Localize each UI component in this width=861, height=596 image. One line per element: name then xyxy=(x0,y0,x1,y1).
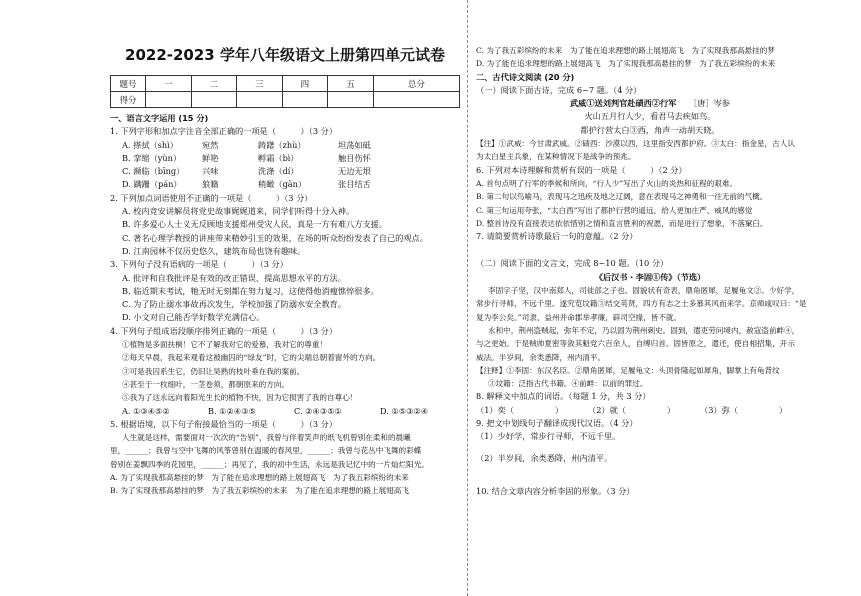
score-cell: 得分 xyxy=(111,92,146,108)
option: D. 整首诗没有直接表达依依惜别之情和直言胜利的祝愿，而是进行了想象，不落窠臼。 xyxy=(476,218,768,228)
question-1: 1. 下列字形和加点字注音全部正确的一项是（ ）（3 分） xyxy=(110,126,338,137)
score-input-cell[interactable] xyxy=(146,92,192,108)
reading-intro: （二）阅读下面的文言文，完成 8~10 题。（10 分） xyxy=(476,258,669,269)
option: D. 为了能在追求理想的路上展翅高飞 为了实现我那高悬挂的梦 为了我五彩缤纷的未来 xyxy=(476,59,776,69)
section-heading: 一、语言文字运用 (15 分) xyxy=(110,113,209,123)
score-input-cell[interactable] xyxy=(237,92,283,108)
option: A. 为了实现我那高悬挂的梦 为了能在追求理想的路上展翅高飞 为了我五彩缤纷的未来 xyxy=(110,473,409,483)
question-10: 10. 结合文章内容分析李固的形象。（3 分） xyxy=(476,485,635,496)
option: 鲜艳 xyxy=(202,152,219,163)
score-table xyxy=(110,75,460,108)
q8-answer-row xyxy=(476,404,824,417)
option: 稍瞰（gān） xyxy=(258,179,307,190)
q4-option-row xyxy=(110,405,460,418)
classical-text-line: 威法。半岁间，余类悉降，州内清平。 xyxy=(476,352,606,362)
poem-title: 武威①送刘判官赴碛西②行军 xyxy=(569,98,677,109)
q4-sentence: ③可是我囚系生它，仍旧让昊熟的枝叶垂在我的案前。 xyxy=(122,366,305,376)
option: C. 第三句运用夸张，“太白西”写出了都护行营的遥远，给人更加庄严、威风的感觉 xyxy=(476,205,753,215)
q1-option-row xyxy=(110,165,460,178)
option: B. 为了实现我那高悬挂的梦 为了我五彩缤纷的未来 为了能在追求理想的路上展翅高飞 xyxy=(110,486,409,496)
option: 狼籍 xyxy=(202,179,219,190)
classical-text-title: 《后汉书・李固①传》（节选） xyxy=(594,271,706,282)
option: D. 蹒跚（pán） xyxy=(122,179,182,190)
score-cell: 三 xyxy=(237,76,283,92)
poem-note: 为太白星主兵象，在某种情况下是战争的预兆。 xyxy=(476,152,636,162)
poem-line: 火山五月行人少，看君马去疾如鸟。 xyxy=(584,111,716,122)
question-8: 8. 解释文中加点的词语。（每题 1 分，共 3 分） xyxy=(476,391,651,402)
score-cell: 总分 xyxy=(373,76,459,92)
option: A. 批评和自我批评是有效的改正错误、提高思想水平的方法。 xyxy=(122,272,346,283)
option: C. 为了防止溺水事故再次发生，学校加强了防溺水安全教育。 xyxy=(122,299,347,310)
classical-text-line: 复为李公矣。”司隶、益州并命郡举孝廉，辟司空掾，皆不就。 xyxy=(476,312,682,322)
option: C. 为了我五彩缤纷的未来 为了能在追求理想的路上展翅高飞 为了实现我那高悬挂的梦 xyxy=(476,46,775,55)
q8-blank[interactable]: （3）弥（ ） xyxy=(700,404,788,415)
classical-text-line: 李固字子坚，汉中南郑人，司徒郃之子也。固貌状有奇表，鼎角匿犀，足履龟文②。少好学， xyxy=(488,286,800,296)
reading-intro: （一）阅读下面古诗，完成 6~7 题。（4 分） xyxy=(476,84,642,95)
option: 兴味 xyxy=(202,166,219,177)
classical-text-line: 常步行寻师，不远千里。遂究览坟籍③结交英贤，四方有志之士多慕其风而来学。京师咸叹曰：“是 xyxy=(476,299,807,309)
option: 洗涤（dí） xyxy=(258,166,299,177)
question-9: 9. 把文中划线句子翻译成现代汉语。（4 分） xyxy=(476,418,638,429)
question-3: 3. 下列句子没有语病的一项是（ ）（3 分） xyxy=(110,259,288,270)
poem-author: ［唐］岑参 xyxy=(689,98,730,109)
option: C. ②④③⑤① xyxy=(294,405,342,416)
option: D. ①⑤③②④ xyxy=(380,405,429,416)
score-table-score-row xyxy=(111,92,460,108)
score-cell: 四 xyxy=(282,76,328,92)
option: D. 江南园林不仅历史悠久，建筑布局也饶有趣味。 xyxy=(122,245,306,256)
q5-passage-line: 里，______；我曾与空中飞舞的风筝曾别在温暖的春风里，______；我曾与花丛中飞舞的彩蝶 xyxy=(110,446,422,456)
question-4: 4. 下列句子组成语段顺序排列正确的一项是（ ）（3 分） xyxy=(110,325,338,336)
option: B. 挛缩（yùn） xyxy=(122,152,182,163)
right-column xyxy=(476,0,824,498)
q9-sentence: （2）半岁间，余类悉降，州内清平。 xyxy=(476,452,613,463)
question-5: 5. 根据语境，以下句子衔接最恰当的一项是（ ）（3 分） xyxy=(110,418,338,429)
score-cell: 二 xyxy=(191,76,237,92)
score-cell: 一 xyxy=(146,76,192,92)
poem-heading xyxy=(476,97,824,110)
option: A. ①③④⑤② xyxy=(122,405,170,416)
option: 张目结舌 xyxy=(338,179,371,190)
exam-title: 2022-2023 学年八年级语文上册第四单元试卷 xyxy=(125,46,445,64)
score-table-header-row xyxy=(111,76,460,92)
column-divider xyxy=(467,0,468,596)
score-input-cell[interactable] xyxy=(191,92,237,108)
section-heading: 二、古代诗文阅读 (20 分) xyxy=(476,71,575,82)
q8-blank[interactable]: （1）奕（ ） xyxy=(476,404,564,415)
poem-note: 【注】①武威：今甘肃武威。②碛西：沙漠以西，这里指安西都护府。③太白：指金星，古人认 xyxy=(476,139,795,149)
q1-option-row xyxy=(110,139,460,152)
q4-sentence: ②每天早晨，我起来观看这被幽囚的“绿友”时，它的尖端总朝着窗外的方向。 xyxy=(122,353,381,363)
left-column xyxy=(110,0,460,498)
text-note: 【注释】①李固：东汉名臣。②鼎角匿犀，足履龟文：头顶骨隆起如犀角，脚掌上有龟背纹 xyxy=(476,365,780,375)
q4-sentence: ①植物是多面扶桐！它不了解我对它的爱慕，我对它的尊重！ xyxy=(122,340,328,350)
text-note: ③坟籍：泛指古代书籍。④前衅：以前的罪过。 xyxy=(488,379,648,389)
classical-text-line: 与之更始。于是贼帅夏密等敛其魁党六百余人，自缚归首。固皆原之，遣还，使自相招集，开示 xyxy=(476,339,795,349)
question-7: 7. 请简要赏析诗歌最后一句的意蕴。（2 分） xyxy=(476,231,638,242)
score-cell: 题号 xyxy=(111,76,146,92)
option: A. 校内竞安讲解员将党史故事娓娓道来，同学们听得十分入神。 xyxy=(122,206,355,217)
option: A. 首句点明了行军的季候和所向，“行人少”写出了火山的炎热和征程的艰难。 xyxy=(476,178,738,188)
question-2: 2. 下列加点词语使用不正确的一项是（ ）（3 分） xyxy=(110,192,313,203)
option: A. 搽拭（shì） xyxy=(122,139,178,150)
score-input-cell[interactable] xyxy=(328,92,374,108)
option: B. 第二句以鸟喻马，表现马之迅疾及地之辽阔，意在表现马之神勇和一往无前的气概。 xyxy=(476,192,768,202)
option: 坦荡如砥 xyxy=(338,139,371,150)
score-input-cell[interactable] xyxy=(282,92,328,108)
q8-blank[interactable]: （2）就（ ） xyxy=(588,404,676,415)
option: B. 临近期末考试，牠无时无刻都在努力复习，这使得他消瘦憔悴很多。 xyxy=(122,285,379,296)
score-input-cell[interactable] xyxy=(373,92,459,108)
option: 踌躇（zhù） xyxy=(258,139,306,150)
option: B. 许多爱心人士义无反顾地支援郑州受灾人民，真是一方有难八方支援。 xyxy=(122,219,388,230)
option: B. ①②④③⑤ xyxy=(208,405,256,416)
q4-sentence: ④甚至于一枚细叶，一茎卷须，都朝原来的方向。 xyxy=(122,379,290,389)
q5-passage-line: 人生就是这样，需要面对一次次的“告别”，我曾与伴着笑声的纸飞机曾别在柔和的晨曦 xyxy=(122,433,411,443)
option: 触目伤怀 xyxy=(338,152,371,163)
question-6: 6. 下列对本诗理解和赏析有误的一项是（ ）（2 分） xyxy=(476,164,687,175)
option: D. 小文对自己能否学好数学充满信心。 xyxy=(122,312,265,323)
q4-sentence: ⑤我为了这永远向着阳光生长的植物不快，因为它损害了我的自尊心！ xyxy=(122,393,358,403)
q9-sentence: （1）少好学，常步行寻师，不远千里。 xyxy=(476,431,621,442)
option: 宛然 xyxy=(202,139,219,150)
q1-option-row xyxy=(110,152,460,165)
q1-option-row xyxy=(110,178,460,191)
score-cell: 五 xyxy=(328,76,374,92)
option: C. 濒临（bīng） xyxy=(122,166,185,177)
poem-line: 都护行营太白③西，角声一动胡天晓。 xyxy=(580,124,720,135)
option: C. 著名心理学教授的讲座带来精妙引玉的效果，在场的听众纷纷发表了自己的观点。 xyxy=(122,232,428,243)
option: 孵霜（bì） xyxy=(258,152,299,163)
q5-passage-line: 曾别在姜飘四季的花园里，______；再见了，我的初中生活，永远是我记忆中的一片灿烂阳光。 xyxy=(110,459,429,469)
classical-text-line: 永和中，荆州盗贼起，弥年不定，乃以固为荆州刺史。固到，遣吏劳问境内，赦寇盗前衅④， xyxy=(488,325,800,335)
option: 无边无垠 xyxy=(338,166,371,177)
